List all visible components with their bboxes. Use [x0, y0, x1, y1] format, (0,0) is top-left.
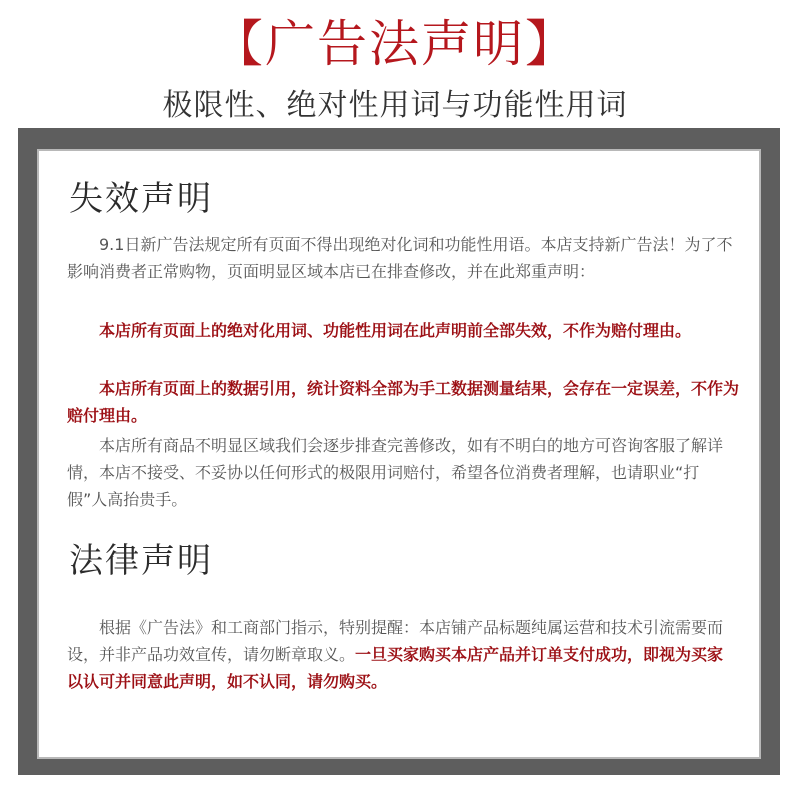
paragraph-data-disclaimer: 本店所有页面上的数据引用，统计资料全部为手工数据测量结果，会存在一定误差，不作为赔付理由。	[67, 379, 740, 425]
section-heading-legal: 法律声明	[69, 541, 213, 581]
notice-frame	[18, 133, 780, 775]
paragraph-absolute-terms-void: 本店所有页面上的绝对化用词、功能性用词在此声明前全部失效，不作为赔付理由。	[99, 321, 692, 340]
paragraph-intro: 9.1日新广告法规定所有页面不得出现绝对化词和功能性用语。本店支持新广告法！为了不影响消费者正常购物，页面明显区域本店已在排查修改，并在此郑重声明：	[67, 235, 733, 281]
paragraph-legal-statement	[67, 614, 739, 695]
notice-panel	[37, 149, 761, 759]
page-subtitle: 极限性、绝对性用词与功能性用词	[162, 88, 628, 123]
page-title: 【广告法声明】	[213, 15, 577, 73]
section-heading-invalidation: 失效声明	[69, 179, 213, 219]
paragraph-review-notice: 本店所有商品不明显区域我们会逐步排查完善修改，如有不明白的地方可咨询客服了解详情，本店不接受、不妥协以任何形式的极限用词赔付，希望各位消费者理解，也请职业“打假”人高抬贵手。	[67, 436, 724, 509]
legal-statement-text: 根据《广告法》和工商部门指示，特别提醒：本店铺产品标题纯属运营和技术引流需要而设，并非产品功效宣传，请勿断章取义。	[67, 618, 724, 664]
legal-statement-emphasis: 一旦买家购买本店产品并订单支付成功，即视为买家以认可并同意此声明，如不认同，请勿购买。	[67, 645, 724, 691]
